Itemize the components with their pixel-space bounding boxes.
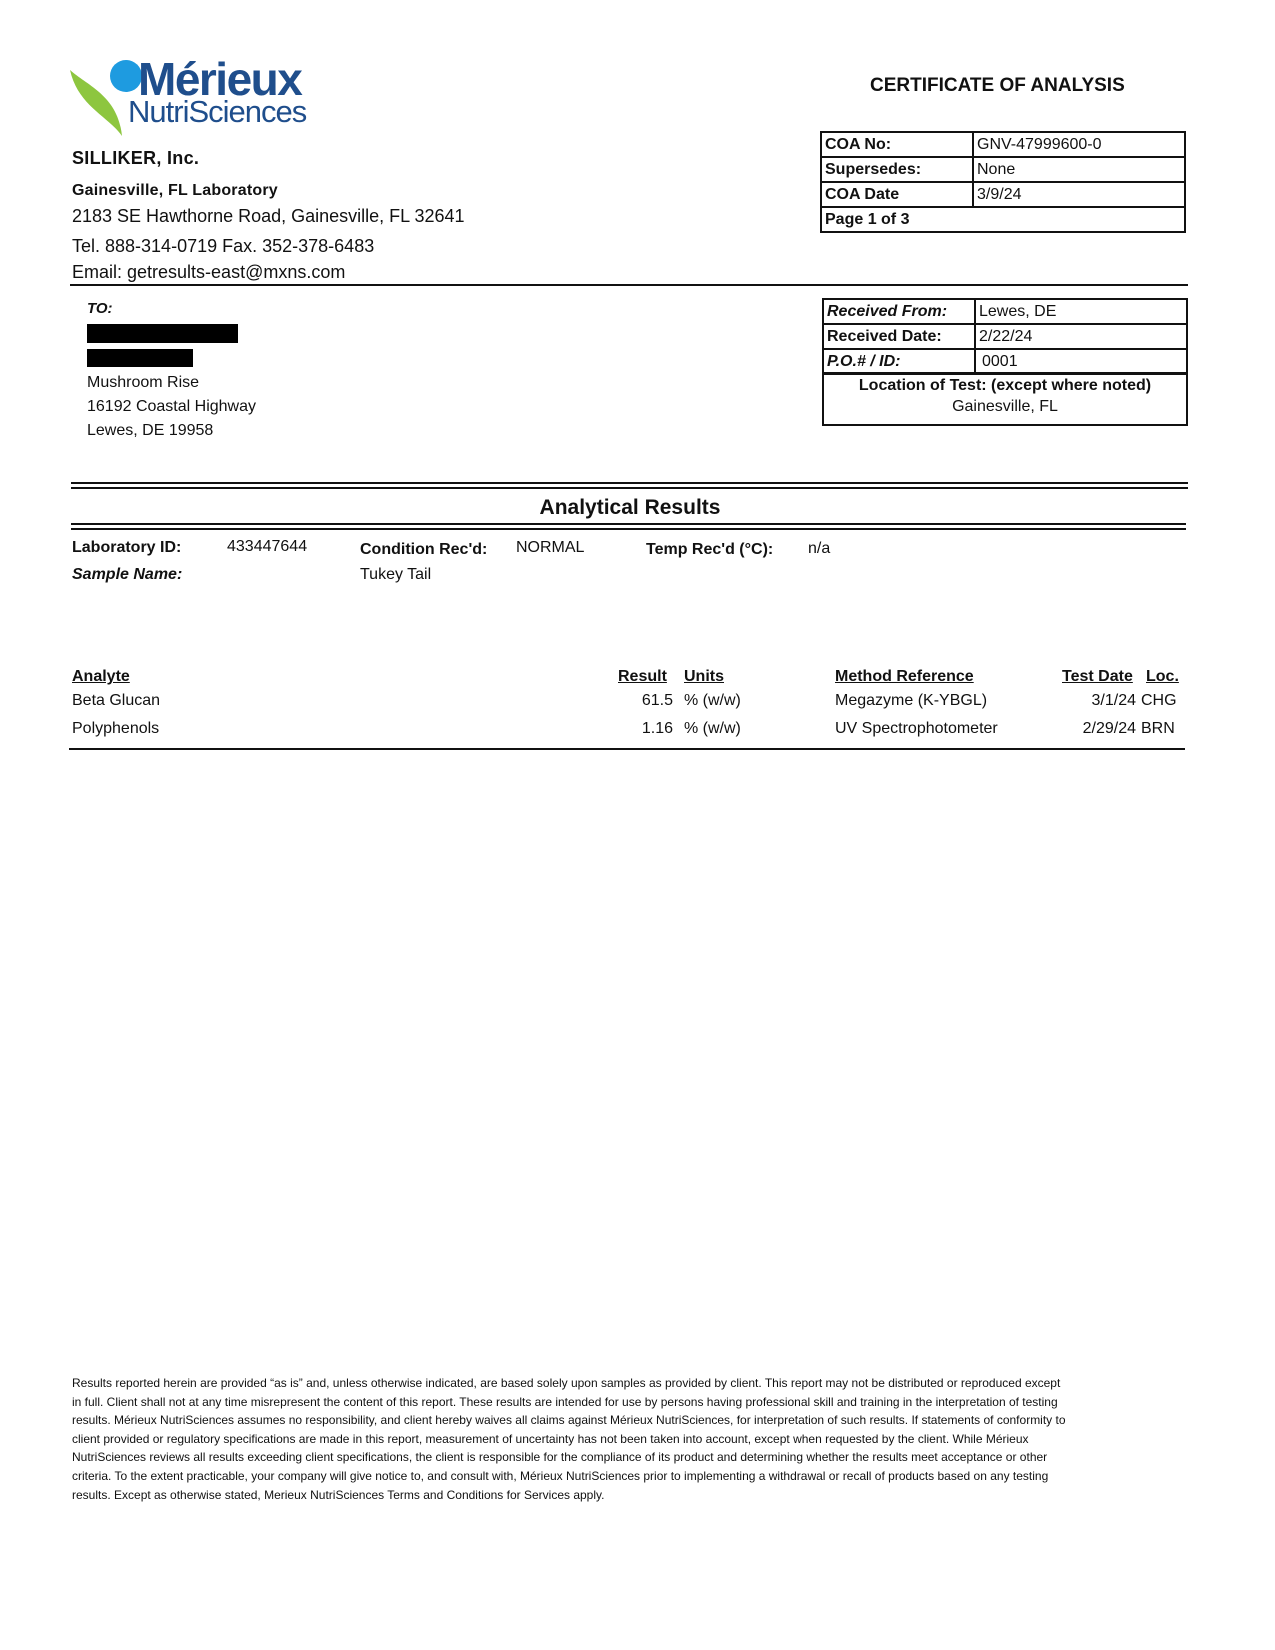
temp-value: n/a bbox=[808, 540, 831, 557]
header-result: Result bbox=[618, 668, 667, 685]
sample-name-value: Tukey Tail bbox=[360, 566, 432, 583]
supersedes-value: None bbox=[973, 157, 1185, 182]
header-loc: Loc. bbox=[1146, 668, 1179, 685]
received-from-value: Lewes, DE bbox=[975, 299, 1187, 324]
lab-name: Gainesville, FL Laboratory bbox=[72, 182, 278, 199]
po-value: 0001 bbox=[975, 349, 1187, 374]
results-rule-top-2 bbox=[71, 487, 1188, 489]
table-row-2-analyte: Polyphenols bbox=[72, 720, 160, 737]
company-logo bbox=[68, 53, 308, 136]
table-row-1-test-date: 3/1/24 bbox=[1091, 692, 1136, 709]
to-line-1: Mushroom Rise bbox=[87, 374, 200, 391]
location-label: Location of Test: (except where noted) bbox=[858, 377, 1152, 394]
table-row-1-units: % (w/w) bbox=[684, 692, 741, 709]
company-name: SILLIKER, Inc. bbox=[72, 148, 200, 168]
table-row-2-units: % (w/w) bbox=[684, 720, 741, 737]
results-title: Analytical Results bbox=[539, 496, 721, 519]
page-number: Page 1 of 3 bbox=[821, 207, 1185, 232]
header-units: Units bbox=[684, 668, 724, 685]
to-line-3: Lewes, DE 19958 bbox=[87, 422, 214, 439]
lab-id-value: 433447644 bbox=[227, 538, 308, 555]
supersedes-label: Supersedes: bbox=[821, 157, 973, 182]
coa-no-value: GNV-47999600-0 bbox=[973, 132, 1185, 157]
lab-email: Email: getresults-east@mxns.com bbox=[72, 262, 346, 282]
header-test-date: Test Date bbox=[1062, 668, 1133, 685]
logo-wordmark: Mérieux bbox=[138, 53, 302, 105]
table-row-1-analyte: Beta Glucan bbox=[72, 692, 161, 709]
coa-info-table bbox=[820, 131, 1186, 233]
results-rule-top-1 bbox=[71, 482, 1188, 484]
document-title: CERTIFICATE OF ANALYSIS bbox=[870, 75, 1125, 96]
lab-id-label: Laboratory ID: bbox=[72, 539, 182, 556]
location-of-test bbox=[822, 372, 1188, 426]
lab-phone: Tel. 888-314-0719 Fax. 352-378-6483 bbox=[72, 236, 375, 256]
logo-subtitle: NutriSciences bbox=[128, 94, 307, 129]
results-rule-bottom-1 bbox=[71, 523, 1186, 525]
redacted-name bbox=[87, 324, 238, 343]
coa-date-label: COA Date bbox=[821, 182, 973, 207]
location-value: Gainesville, FL bbox=[952, 398, 1058, 415]
to-line-2: 16192 Coastal Highway bbox=[87, 398, 256, 415]
header-analyte: Analyte bbox=[72, 668, 130, 685]
received-date-value: 2/22/24 bbox=[975, 324, 1187, 349]
table-row-2-loc: BRN bbox=[1141, 720, 1175, 737]
sample-name-label: Sample Name: bbox=[72, 566, 183, 583]
coa-date-value: 3/9/24 bbox=[973, 182, 1185, 207]
header-method: Method Reference bbox=[835, 668, 974, 685]
condition-value: NORMAL bbox=[516, 539, 585, 556]
header-divider bbox=[70, 284, 1188, 286]
table-row-2-method: UV Spectrophotometer bbox=[835, 720, 998, 737]
received-date-label: Received Date: bbox=[823, 324, 975, 349]
table-row-1-loc: CHG bbox=[1141, 692, 1177, 709]
table-row-1-method: Megazyme (K-YBGL) bbox=[835, 692, 988, 709]
po-label: P.O.# / ID: bbox=[823, 349, 975, 374]
temp-label: Temp Rec'd (°C): bbox=[646, 541, 774, 558]
table-row-2-result: 1.16 bbox=[641, 720, 673, 737]
received-from-label: Received From: bbox=[823, 299, 975, 324]
redacted-contact bbox=[87, 349, 193, 367]
table-row-2-test-date: 2/29/24 bbox=[1082, 720, 1136, 737]
received-info-table bbox=[822, 298, 1188, 375]
results-table-bottom-rule bbox=[69, 748, 1185, 750]
condition-label: Condition Rec'd: bbox=[360, 541, 488, 558]
to-label: TO: bbox=[87, 300, 113, 317]
disclaimer-text: Results reported herein are provided “as is” and, unless otherwise indicated, are based solely upon samples as provided by client. This report may not be distributed or reproduced except in full. Client shall not at any time misrepresent the content of this report. These results are intended for use by persons having professional skill and training in the interpretation of testing results. Mérieux NutriSciences assumes no responsibility, and client hereby waives all claims against Mérieux NutriSciences, for interpretation of such results. If statements of conformity to client provided or regulatory specifications are made in this report, measurement of uncertainty has not been taken into account, except when requested by the client. While Mérieux NutriSciences reviews all results exceeding client specifications, the client is responsible for the compliance of its product and determining whether the results meet acceptance or other criteria. To the extent practicable, your company will give notice to, and consult with, Mérieux NutriSciences prior to implementing a withdrawal or recall of products based on any testing results. Except as otherwise stated, Merieux NutriSciences Terms and Conditions for Services apply. bbox=[72, 1376, 1066, 1502]
table-row-1-result: 61.5 bbox=[641, 692, 673, 709]
lab-address: 2183 SE Hawthorne Road, Gainesville, FL 32641 bbox=[72, 206, 465, 226]
results-rule-bottom-2 bbox=[71, 528, 1186, 530]
coa-no-label: COA No: bbox=[821, 132, 973, 157]
